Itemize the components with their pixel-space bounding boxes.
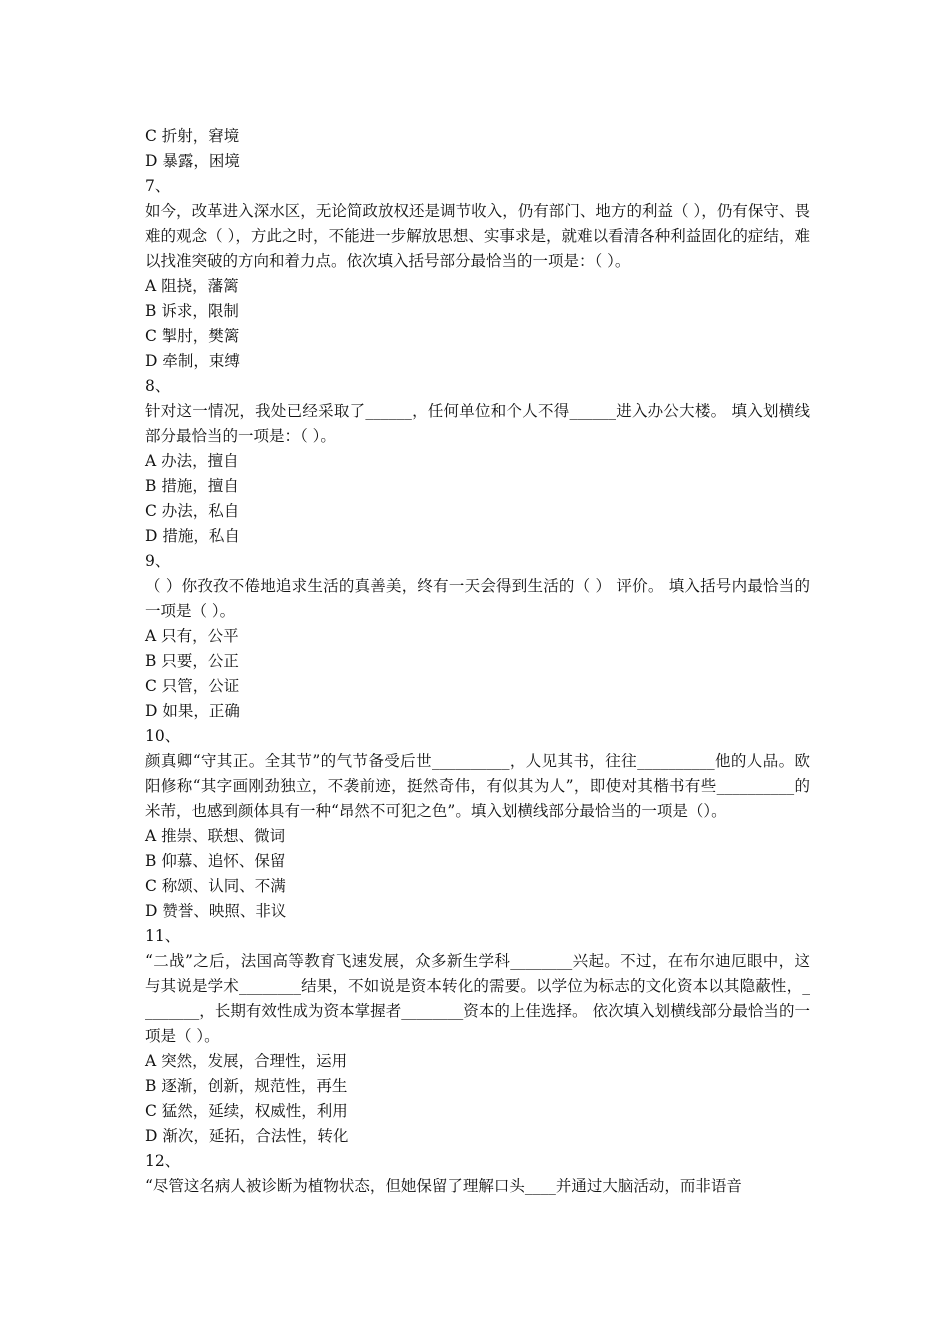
- question-number: 10、: [145, 727, 181, 745]
- question-stem: 如今，改革进入深水区，无论简政放权还是调节收入，仍有部门、地方的利益（ ），仍有保守、畏难的观念（ ），方此之时，不能进一步解放思想、实事求是，就难以看清各种利益固化的症结，难以找准突破的方向和着力点。依次填入括号部分最恰当的一项是：（ ）。: [145, 202, 810, 270]
- option-d: D 措施，私自: [145, 527, 240, 545]
- option-a: A 突然，发展，合理性，运用: [145, 1052, 348, 1070]
- option-d: D 渐次，延拓，合法性，转化: [145, 1127, 349, 1145]
- option-b: B 逐渐，创新，规范性，再生: [145, 1077, 348, 1095]
- question-number: 8、: [145, 377, 171, 395]
- option-a: A 推崇、联想、微词: [145, 827, 286, 845]
- question-stem: “二战”之后，法国高等教育飞速发展，众多新生学科________兴起。不过，在布尔迪厄眼中，这与其说是学术________结果，不如说是资本转化的需要。以学位为标志的文化资本以其隐蔽性，________，长期有效性成为资本掌握者________资本的上佳选择。 依次填入划横线部分最恰当的一项是（ ）。: [145, 952, 810, 1045]
- document-content: [145, 124, 810, 1199]
- option-c: C 猛然，延续，权威性，利用: [145, 1102, 348, 1120]
- option-a: A 办法，擅自: [145, 452, 239, 470]
- question-stem: “尽管这名病人被诊断为植物状态，但她保留了理解口头____并通过大脑活动，而非语音: [145, 1177, 742, 1195]
- option-d: D 牵制，束缚: [145, 352, 240, 370]
- option-d: D 赞誉、映照、非议: [145, 902, 287, 920]
- question-number: 9、: [145, 552, 171, 570]
- question-stem: 颜真卿“守其正。全其节”的气节备受后世__________，人见其书，往往__________他的人品。欧阳修称“其字画刚劲独立，不袭前迹，挺然奇伟，有似其为人”，即使对其楷书有些__________的米芾，也感到颜体具有一种“昂然不可犯之色”。填入划横线部分最恰当的一项是（）。: [145, 752, 810, 820]
- option-c: C 掣肘，樊篱: [145, 327, 240, 345]
- option-c: C 称颂、认同、不满: [145, 877, 286, 895]
- option-c: C 折射，窘境: [145, 127, 240, 145]
- question-stem: （ ）你孜孜不倦地追求生活的真善美，终有一天会得到生活的（ ） 评价。 填入括号内最恰当的一项是（ ）。: [145, 577, 810, 620]
- question-number: 12、: [145, 1152, 181, 1170]
- option-d: D 暴露，困境: [145, 152, 240, 170]
- option-a: A 只有，公平: [145, 627, 239, 645]
- option-a: A 阻挠，藩篱: [145, 277, 239, 295]
- option-b: B 只要，公正: [145, 652, 239, 670]
- question-number: 11、: [145, 927, 181, 945]
- option-b: B 仰慕、追怀、保留: [145, 852, 286, 870]
- option-c: C 办法，私自: [145, 502, 240, 520]
- question-number: 7、: [145, 177, 171, 195]
- question-stem: 针对这一情况，我处已经采取了______，任何单位和个人不得______进入办公大楼。 填入划横线部分最恰当的一项是：（ ）。: [145, 402, 810, 445]
- option-b: B 诉求，限制: [145, 302, 239, 320]
- option-b: B 措施，擅自: [145, 477, 239, 495]
- option-d: D 如果，正确: [145, 702, 240, 720]
- option-c: C 只管，公证: [145, 677, 240, 695]
